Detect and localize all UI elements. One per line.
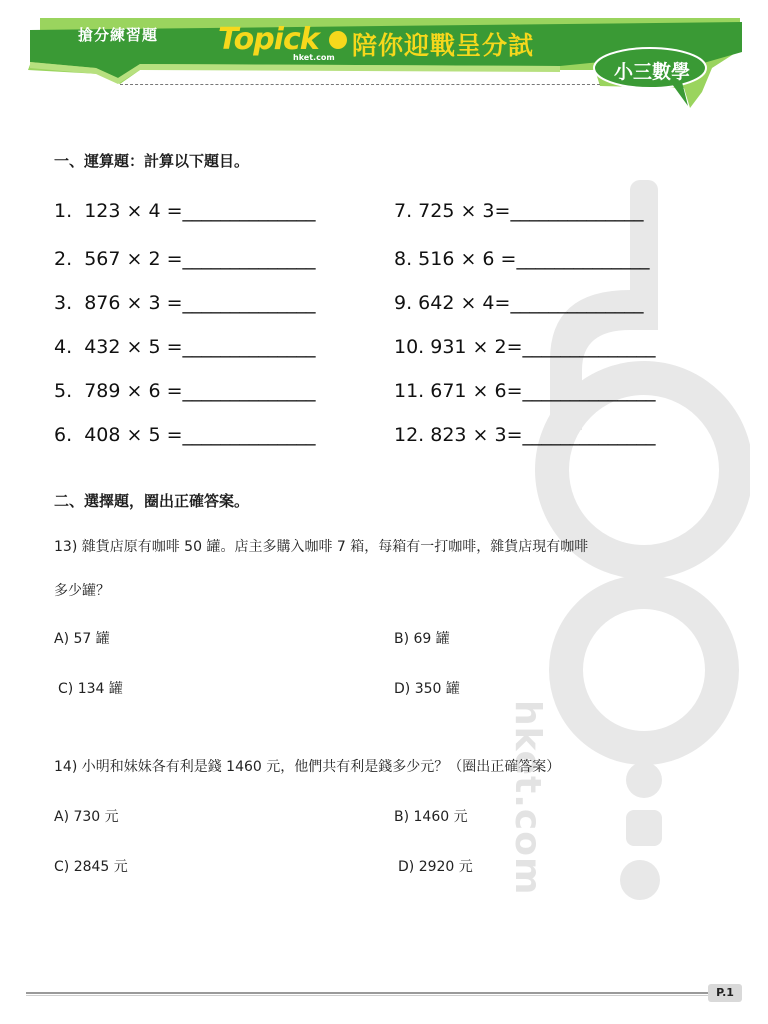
q14-option-b[interactable]: B) 1460 元 [394,809,468,825]
calc-item: 8. 516 × 6 =______________ [394,248,650,270]
calc-item: 2. 567 × 2 =______________ [54,248,316,270]
calc-item: 1. 123 × 4 =______________ [54,200,316,222]
q14-option-c[interactable]: C) 2845 元 [54,859,128,875]
logo-subtext: hket.com [293,53,335,62]
calc-item: 4. 432 × 5 =______________ [54,336,316,358]
section1-title: 一、運算題：計算以下題目。 [54,152,250,170]
grade-badge: 小三數學 [613,61,690,83]
topick-logo: Topick [218,22,319,57]
q13-option-d[interactable]: D) 350 罐 [394,681,460,697]
footer-rule [26,992,708,994]
calc-item: 9. 642 × 4=______________ [394,292,644,314]
calc-item: 6. 408 × 5 =______________ [54,424,316,446]
question-13-line2: 多少罐？ [54,583,110,599]
question-14-line1: 14) 小明和妹妹各有利是錢 1460 元，他們共有利是錢多少元？（圈出正確答案） [54,759,561,775]
question-13-line1: 13) 雜貨店原有咖啡 50 罐。店主多購入咖啡 7 箱，每箱有一打咖啡，雜貨店現有咖啡 [54,539,589,555]
page-number: P.1 [708,984,742,1002]
header-banner [0,0,768,120]
calc-item: 11. 671 × 6=______________ [394,380,656,402]
calc-item: 10. 931 × 2=______________ [394,336,656,358]
calc-item: 3. 876 × 3 =______________ [54,292,316,314]
calc-item: 5. 789 × 6 =______________ [54,380,316,402]
q14-option-a[interactable]: A) 730 元 [54,809,119,825]
slogan: 陪你迎戰呈分試 [352,31,535,60]
header-divider [120,84,600,85]
practice-tag: 搶分練習題 [78,26,159,44]
q13-option-b[interactable]: B) 69 罐 [394,631,450,647]
calc-item: 12. 823 × 3=______________ [394,424,656,446]
section2-title: 二、選擇題，圈出正確答案。 [54,492,250,510]
q14-option-d[interactable]: D) 2920 元 [398,859,473,875]
footer-rule-shadow [26,995,708,996]
q13-option-a[interactable]: A) 57 罐 [54,631,110,647]
watermark-text: hket.com [507,700,548,896]
calc-item: 7. 725 × 3=______________ [394,200,644,222]
q13-option-c[interactable]: C) 134 罐 [58,681,123,697]
